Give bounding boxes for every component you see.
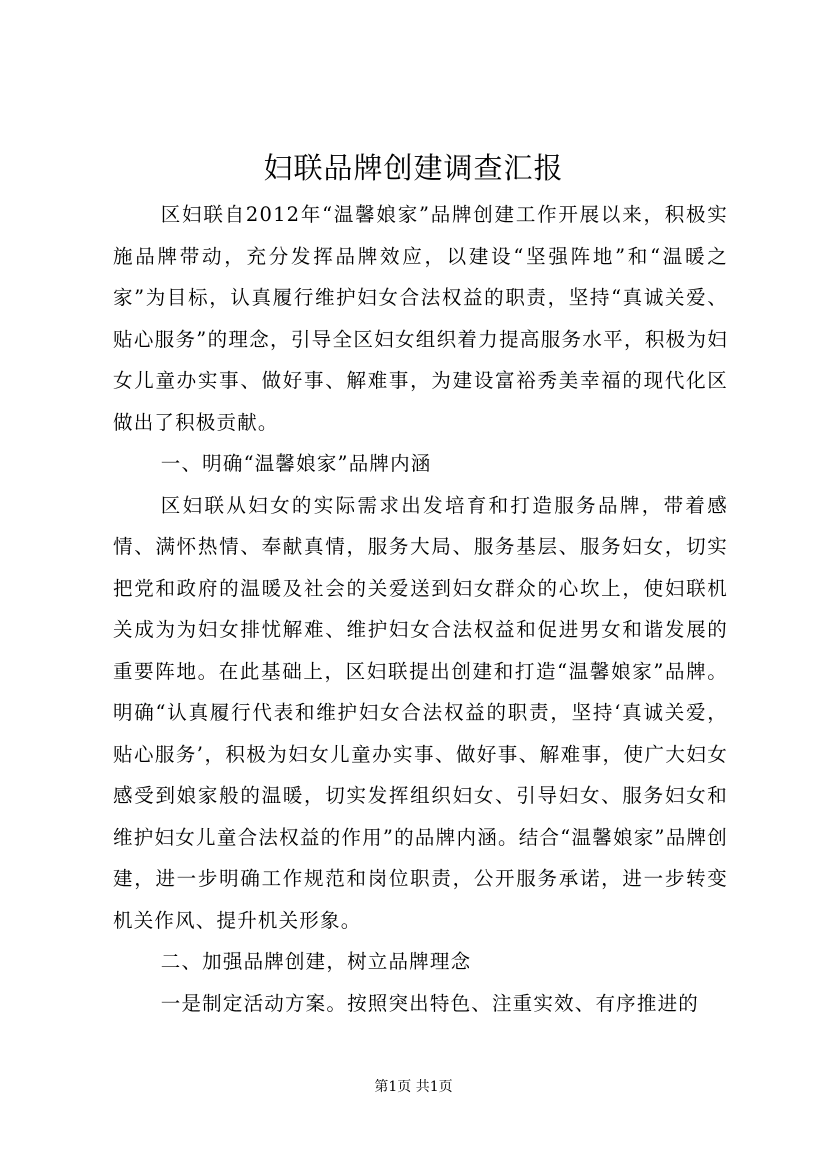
document-title: 妇联品牌创建调查汇报 — [263, 151, 564, 185]
document-body — [113, 194, 728, 1024]
section-2-paragraph: 一是制定活动方案。按照突出特色、注重实效、有序推进的 — [160, 991, 699, 1015]
section-1-paragraph: 区妇联从妇女的实际需求出发培育和打造服务品牌，带着感情、满怀热情、奉献真情，服务大局、服务基层、服务妇女，切实把党和政府的温暖及社会的关爱送到妇女群众的心坎上，使妇联机关成为为妇女排忧解难、维护妇女合法权益和促进男女和谐发展的重要阵地。在此基础上，区妇联提出创建和打造“温馨娘家”品牌。明确“认真履行代表和维护妇女合法权益的职责，坚持‘真诚关爱，贴心服务’，积极为妇女儿童办实事、做好事、解难事，使广大妇女感受到娘家般的温暖，切实发挥组织妇女、引导妇女、服务妇女和维护妇女儿童合法权益的作用”的品牌内涵。结合“温馨娘家”品牌创建，进一步明确工作规范和岗位职责，公开服务承诺，进一步转变机关作风、提升机关形象。 — [113, 493, 728, 932]
section-heading-1: 一、明确“温馨娘家”品牌内涵 — [160, 452, 432, 475]
page-number-footer: 第1页 共1页 — [374, 1079, 453, 1095]
section-heading-2: 二、加强品牌创建，树立品牌理念 — [160, 950, 472, 973]
intro-paragraph: 区妇联自2012年“温馨娘家”品牌创建工作开展以来，积极实施品牌带动，充分发挥品牌效应，以建设“坚强阵地”和“温暖之家”为目标，认真履行维护妇女合法权益的职责，坚持“真诚关爱、贴心服务”的理念，引导全区妇女组织着力提高服务水平，积极为妇女儿童办实事、做好事、解难事，为建设富裕秀美幸福的现代化区做出了积极贡献。 — [113, 203, 728, 434]
